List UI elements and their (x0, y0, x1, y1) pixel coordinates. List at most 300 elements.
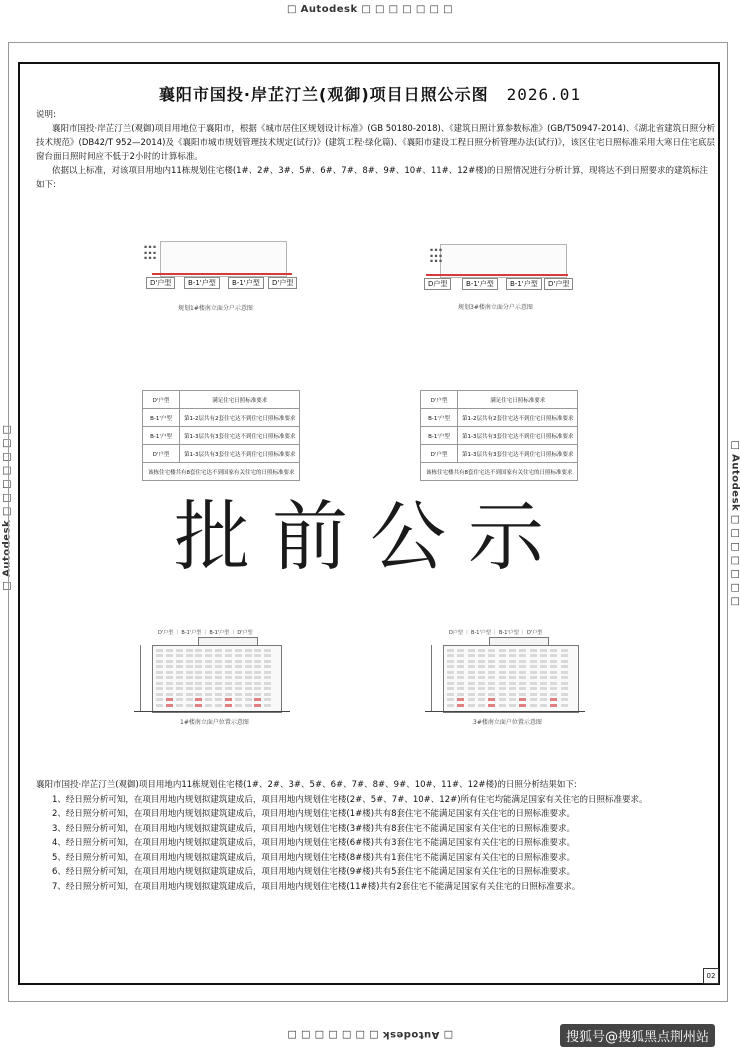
table-cell: D'户型 (421, 391, 458, 409)
elevation-window (478, 676, 485, 679)
elevation-window (488, 671, 495, 674)
elevation-window (245, 660, 252, 663)
elevation-window (509, 682, 516, 685)
elevation-window (540, 671, 547, 674)
elevation-window (447, 704, 454, 707)
elevation-window (195, 654, 202, 657)
unit-sunlight-table-2 (420, 390, 578, 481)
description-paragraph-1: 襄阳市国投·岸芷汀兰(观御)项目用地位于襄阳市，根据《城市居住区规划设计标准》(GB 50180-2018)、《建筑日照计算参数标准》(GB/T50947-2014)、《湖北省建筑日照分析技术规范》(DB42/T 952—2014)及《襄阳市城市规划管理技术规定(试行)》(建筑工程·绿化篇)、《襄阳市建设工程日照分析管理办法(试行)》，该区住宅日照标准采用大寒日住宅底层窗台面日照时间应不低于2小时的计算标准。 (36, 124, 716, 162)
elevation-window (254, 682, 261, 685)
elevation-window (176, 654, 183, 657)
elevation-window (540, 704, 547, 707)
elevation-window (166, 654, 173, 657)
elevation-window (519, 704, 526, 707)
table-row (143, 409, 300, 427)
elevation-window (254, 698, 261, 701)
elevation-window (488, 687, 495, 690)
elevation-window (254, 693, 261, 696)
elevation-window (561, 676, 568, 679)
elevation-window (156, 693, 163, 696)
elevation-window (499, 649, 506, 652)
elevation-window (225, 698, 232, 701)
elevation-window (235, 704, 242, 707)
plan-legend: ▪ ▪ ▪ ▪ ▪ ▪ ▪ ▪ ▪ (144, 245, 157, 261)
elevation-window (530, 654, 537, 657)
elevation-window (166, 665, 173, 668)
elevation-window (561, 649, 568, 652)
elevation-window (540, 654, 547, 657)
elevation-window (156, 698, 163, 701)
elevation-window (550, 676, 557, 679)
elevation-window (166, 649, 173, 652)
elevation-window (186, 693, 193, 696)
elevation-window (561, 693, 568, 696)
elevation-window (447, 687, 454, 690)
elevation-drawing-2 (415, 625, 595, 735)
elevation-window (550, 671, 557, 674)
elevation-window (235, 693, 242, 696)
table-cell: D'户型 (143, 391, 180, 409)
elevation-window (457, 693, 464, 696)
elevation-window (264, 665, 271, 668)
elevation-window (254, 704, 261, 707)
elevation-window (468, 687, 475, 690)
elevation-caption: 1#楼南立面户位置示意图 (180, 719, 249, 726)
elevation-window (215, 665, 222, 668)
elevation-window (195, 676, 202, 679)
elevation-window (509, 665, 516, 668)
elevation-window (176, 660, 183, 663)
elevation-window (519, 693, 526, 696)
elevation-window (478, 665, 485, 668)
elevation-window (156, 676, 163, 679)
elevation-window (186, 687, 193, 690)
plan-unit-label: D'户型 (146, 277, 175, 289)
elevation-window (540, 693, 547, 696)
autodesk-watermark-bottom: □ Autodesk □ □ □ □ □ □ □ (286, 1029, 454, 1040)
elevation-window (264, 660, 271, 663)
elevation-window (264, 654, 271, 657)
elevation-window (176, 687, 183, 690)
elevation-window (509, 649, 516, 652)
elevation-window (519, 676, 526, 679)
elevation-window (195, 687, 202, 690)
elevation-window (530, 676, 537, 679)
source-watermark: 搜狐号@搜狐黑点荆州站 (560, 1024, 715, 1047)
table-cell: 满足住宅日照标准要求 (180, 391, 300, 409)
elevation-window (488, 676, 495, 679)
elevation-window (457, 671, 464, 674)
elevation-window (519, 665, 526, 668)
elevation-window (245, 687, 252, 690)
elevation-window (457, 704, 464, 707)
elevation-window (561, 671, 568, 674)
elevation-window (166, 698, 173, 701)
elevation-window (519, 649, 526, 652)
elevation-window (561, 704, 568, 707)
description-label: 说明: (36, 110, 56, 120)
elevation-window (447, 682, 454, 685)
table-summary-cell: 该栋住宅楼共有8套住宅达不到国家有关住宅的日照标准要求 (143, 463, 300, 481)
elevation-window (499, 682, 506, 685)
elevation-window (215, 649, 222, 652)
elevation-window (468, 660, 475, 663)
plan-unit-label: B-1'户型 (184, 277, 220, 289)
elevation-window (447, 660, 454, 663)
elevation-window (215, 687, 222, 690)
elevation-window (205, 665, 212, 668)
plan-unit-label: D户型 (424, 278, 451, 290)
elevation-window (457, 660, 464, 663)
elevation-window (550, 665, 557, 668)
elevation-window (254, 654, 261, 657)
table-cell: 第1-3层共有3套住宅达不到住宅日照标准要求 (180, 445, 300, 463)
elevation-window (468, 698, 475, 701)
elevation-window (509, 654, 516, 657)
elevation-window (550, 704, 557, 707)
elevation-window (447, 693, 454, 696)
elevation-window (561, 660, 568, 663)
elevation-window (205, 704, 212, 707)
elevation-window (499, 693, 506, 696)
elevation-window (468, 693, 475, 696)
elevation-window (215, 671, 222, 674)
elevation-window (561, 682, 568, 685)
elevation-window (156, 654, 163, 657)
elevation-window (176, 704, 183, 707)
elevation-window (205, 698, 212, 701)
elevation-window (235, 687, 242, 690)
elevation-window (245, 693, 252, 696)
plan-unit-label: B-1'户型 (506, 278, 542, 290)
elevation-window (254, 676, 261, 679)
description-paragraph-2: 依据以上标准，对该项目用地内11栋规划住宅楼(1#、2#、3#、5#、6#、7#、8#、9#、10#、11#、12#楼)的日照情况进行分析计算，现将达不到日照要求的建筑标注如下: (36, 166, 709, 190)
elevation-window (166, 660, 173, 663)
elevation-window (509, 693, 516, 696)
elevation-window (499, 687, 506, 690)
elevation-window (215, 660, 222, 663)
elevation-window (205, 660, 212, 663)
result-item: 1、经日照分析可知，在项目用地内规划拟建筑建成后，项目用地内规划住宅楼(2#、5#、7#、10#、12#)所有住宅均能满足国家有关住宅的日照标准要求。 (52, 794, 648, 805)
elevation-window (519, 654, 526, 657)
elevation-window (447, 671, 454, 674)
elevation-window (530, 693, 537, 696)
elevation-window (215, 654, 222, 657)
elevation-window (156, 649, 163, 652)
result-item: 7、经日照分析可知，在项目用地内规划拟建筑建成后，项目用地内规划住宅楼(11#楼)共有2套住宅不能满足国家有关住宅的日照标准要求。 (52, 881, 581, 892)
elevation-window (468, 704, 475, 707)
elevation-window (264, 649, 271, 652)
elevation-window (447, 698, 454, 701)
elevation-window (509, 660, 516, 663)
table-row (143, 391, 300, 409)
elevation-window (540, 649, 547, 652)
elevation-window (264, 704, 271, 707)
elevation-window (195, 704, 202, 707)
table-row (143, 427, 300, 445)
plan-caption: 规划1#楼南立面分户示意图 (178, 305, 253, 312)
elevation-window (457, 654, 464, 657)
elevation-window (245, 665, 252, 668)
table-cell: 第1-2层共有2套住宅达不到住宅日照标准要求 (180, 409, 300, 427)
elevation-window (499, 704, 506, 707)
elevation-window (254, 649, 261, 652)
elevation-window (215, 698, 222, 701)
elevation-height-dimension (140, 645, 141, 711)
description (36, 108, 716, 192)
elevation-window (519, 687, 526, 690)
elevation-unit-bar: D'户型 ｜ B-1'户型 ｜ B-1'户型 ｜ D'户型 (158, 630, 253, 636)
table-row (143, 445, 300, 463)
plan-unit-label: D'户型 (544, 278, 573, 290)
elevation-window (254, 687, 261, 690)
elevation-window (254, 660, 261, 663)
table-cell: B-1'户型 (143, 427, 180, 445)
elevation-window (205, 693, 212, 696)
elevation-window (186, 698, 193, 701)
plan-unit-label: B-1'户型 (462, 278, 498, 290)
elevation-window (235, 649, 242, 652)
elevation-window (478, 687, 485, 690)
elevation-window (225, 665, 232, 668)
elevation-window (245, 676, 252, 679)
elevation-window (205, 687, 212, 690)
elevation-window (478, 698, 485, 701)
elevation-window (540, 682, 547, 685)
elevation-window (156, 682, 163, 685)
table-cell: D'户型 (143, 445, 180, 463)
plan-legend: ▪ ▪ ▪ ▪ ▪ ▪ ▪ ▪ ▪ (430, 248, 443, 264)
table-row (421, 445, 578, 463)
elevation-window (561, 654, 568, 657)
elevation-window (550, 693, 557, 696)
elevation-window (499, 671, 506, 674)
elevation-window (186, 660, 193, 663)
elevation-window (176, 682, 183, 685)
elevation-window (550, 654, 557, 657)
elevation-window (235, 671, 242, 674)
elevation-caption: 3#楼南立面户位置示意图 (473, 719, 542, 726)
elevation-window (225, 654, 232, 657)
table-cell: B-1'户型 (143, 409, 180, 427)
elevation-window (225, 693, 232, 696)
elevation-window (186, 682, 193, 685)
elevation-window (488, 698, 495, 701)
elevation-window (488, 660, 495, 663)
elevation-window (447, 676, 454, 679)
elevation-window (205, 671, 212, 674)
elevation-window (540, 687, 547, 690)
elevation-window (195, 665, 202, 668)
elevation-window (468, 665, 475, 668)
elevation-window (195, 693, 202, 696)
elevation-window (530, 687, 537, 690)
elevation-window (254, 665, 261, 668)
elevation-window (245, 671, 252, 674)
elevation-window (519, 698, 526, 701)
elevation-window (166, 676, 173, 679)
elevation-window (195, 649, 202, 652)
elevation-unit-bar: D户型 ｜ B-1'户型 ｜ B-1'户型 ｜ D'户型 (449, 630, 543, 636)
elevation-window (478, 704, 485, 707)
elevation-window (225, 682, 232, 685)
elevation-window (205, 649, 212, 652)
plan-caption: 规划3#楼南立面分户示意图 (458, 304, 533, 311)
elevation-window (457, 687, 464, 690)
elevation-window (561, 698, 568, 701)
table-cell: 第1-3层共有3套住宅达不到住宅日照标准要求 (458, 445, 578, 463)
elevation-window (550, 649, 557, 652)
elevation-window (264, 687, 271, 690)
plan-unit-label: D'户型 (268, 277, 297, 289)
table-cell: 满足住宅日照标准要求 (458, 391, 578, 409)
elevation-window (499, 665, 506, 668)
table-summary-cell: 该栋住宅楼共有8套住宅达不到国家有关住宅的日照标准要求 (421, 463, 578, 481)
table-cell: 第1-2层共有2套住宅达不到住宅日照标准要求 (458, 409, 578, 427)
elevation-window (195, 682, 202, 685)
plan-sunlight-line (426, 274, 568, 276)
result-item: 6、经日照分析可知，在项目用地内规划拟建筑建成后，项目用地内规划住宅楼(9#楼)共有5套住宅不能满足国家有关住宅的日照标准要求。 (52, 867, 575, 877)
elevation-window (447, 649, 454, 652)
elevation-window (186, 649, 193, 652)
elevation-window (225, 660, 232, 663)
elevation-window (195, 660, 202, 663)
elevation-window (235, 654, 242, 657)
result-item: 2、经日照分析可知，在项目用地内规划拟建筑建成后，项目用地内规划住宅楼(1#楼)共有8套住宅不能满足国家有关住宅的日照标准要求。 (52, 809, 575, 819)
elevation-drawing-1 (120, 625, 300, 735)
elevation-ground-line (134, 711, 290, 712)
elevation-height-dimension (431, 645, 432, 711)
elevation-window (205, 654, 212, 657)
elevation-window (264, 671, 271, 674)
elevation-window (509, 704, 516, 707)
elevation-window (499, 654, 506, 657)
elevation-window (509, 671, 516, 674)
elevation-window (540, 676, 547, 679)
elevation-window (478, 660, 485, 663)
elevation-window (215, 704, 222, 707)
analysis-results (36, 778, 706, 894)
elevation-window (499, 660, 506, 663)
elevation-window (195, 698, 202, 701)
table-cell: B-1'户型 (421, 427, 458, 445)
elevation-window (561, 687, 568, 690)
autodesk-watermark-top: □ Autodesk □ □ □ □ □ □ □ (286, 4, 454, 15)
elevation-window (176, 649, 183, 652)
table-cell: B-1'户型 (421, 409, 458, 427)
elevation-window (264, 693, 271, 696)
plan-sunlight-line (152, 273, 292, 275)
elevation-window (156, 687, 163, 690)
table-cell: 第1-3层共有3套住宅达不到住宅日照标准要求 (458, 427, 578, 445)
elevation-window (264, 698, 271, 701)
elevation-window (478, 649, 485, 652)
elevation-window (245, 649, 252, 652)
elevation-window (468, 671, 475, 674)
elevation-window (550, 698, 557, 701)
elevation-window (225, 704, 232, 707)
elevation-window (550, 687, 557, 690)
elevation-window (488, 693, 495, 696)
elevation-window (205, 682, 212, 685)
result-item: 3、经日照分析可知，在项目用地内规划拟建筑建成后，项目用地内规划住宅楼(3#楼)共有8套住宅不能满足国家有关住宅的日照标准要求。 (52, 823, 575, 834)
elevation-window (245, 654, 252, 657)
elevation-window (499, 676, 506, 679)
elevation-window (550, 682, 557, 685)
elevation-window (457, 676, 464, 679)
elevation-window (457, 665, 464, 668)
elevation-window (176, 693, 183, 696)
elevation-window (195, 671, 202, 674)
elevation-window (186, 671, 193, 674)
elevation-window (186, 676, 193, 679)
elevation-window (235, 676, 242, 679)
elevation-window (488, 682, 495, 685)
elevation-window (215, 676, 222, 679)
elevation-window (215, 682, 222, 685)
elevation-window (499, 698, 506, 701)
elevation-window (468, 682, 475, 685)
elevation-window (166, 687, 173, 690)
elevation-window (176, 671, 183, 674)
elevation-window (186, 704, 193, 707)
elevation-window (186, 665, 193, 668)
elevation-window (519, 682, 526, 685)
elevation-building (152, 645, 282, 713)
elevation-window (447, 665, 454, 668)
plan-drawing-2 (420, 238, 580, 318)
elevation-window (509, 676, 516, 679)
elevation-window (530, 665, 537, 668)
results-intro: 襄阳市国投·岸芷汀兰(观御)项目用地内11栋规划住宅楼(1#、2#、3#、5#、6#、7#、8#、9#、10#、11#、12#楼)的日照分析结果如下: (36, 780, 577, 790)
autodesk-watermark-right: □ Autodesk □ □ □ □ □ □ □ (729, 440, 740, 607)
elevation-building (443, 645, 579, 713)
plan-unit-label: B-1'户型 (228, 277, 264, 289)
elevation-window (245, 698, 252, 701)
elevation-window (488, 665, 495, 668)
elevation-window (488, 654, 495, 657)
table-row (421, 427, 578, 445)
elevation-window (530, 671, 537, 674)
elevation-window (488, 704, 495, 707)
elevation-window (530, 698, 537, 701)
elevation-window (156, 671, 163, 674)
elevation-window (540, 660, 547, 663)
plan-drawing-1 (140, 235, 300, 315)
elevation-window (457, 682, 464, 685)
elevation-window (156, 704, 163, 707)
elevation-window (478, 682, 485, 685)
elevation-window (540, 665, 547, 668)
elevation-window (166, 671, 173, 674)
elevation-window (166, 704, 173, 707)
autodesk-watermark-left: □ Autodesk □ □ □ □ □ □ □ (1, 424, 13, 591)
elevation-window (245, 704, 252, 707)
elevation-window (176, 665, 183, 668)
title-date: 2026.01 (506, 85, 582, 104)
elevation-window (245, 682, 252, 685)
elevation-window (468, 654, 475, 657)
elevation-window (264, 676, 271, 679)
elevation-window (166, 693, 173, 696)
elevation-window (519, 660, 526, 663)
result-item: 4、经日照分析可知，在项目用地内规划拟建筑建成后，项目用地内规划住宅楼(6#楼)共有3套住宅不能满足国家有关住宅的日照标准要求。 (52, 838, 575, 848)
page-title: 襄阳市国投·岸芷汀兰(观御)项目日照公示图 2026.01 (158, 85, 582, 104)
elevation-window (156, 660, 163, 663)
elevation-window (447, 654, 454, 657)
elevation-window (457, 698, 464, 701)
elevation-window (468, 676, 475, 679)
